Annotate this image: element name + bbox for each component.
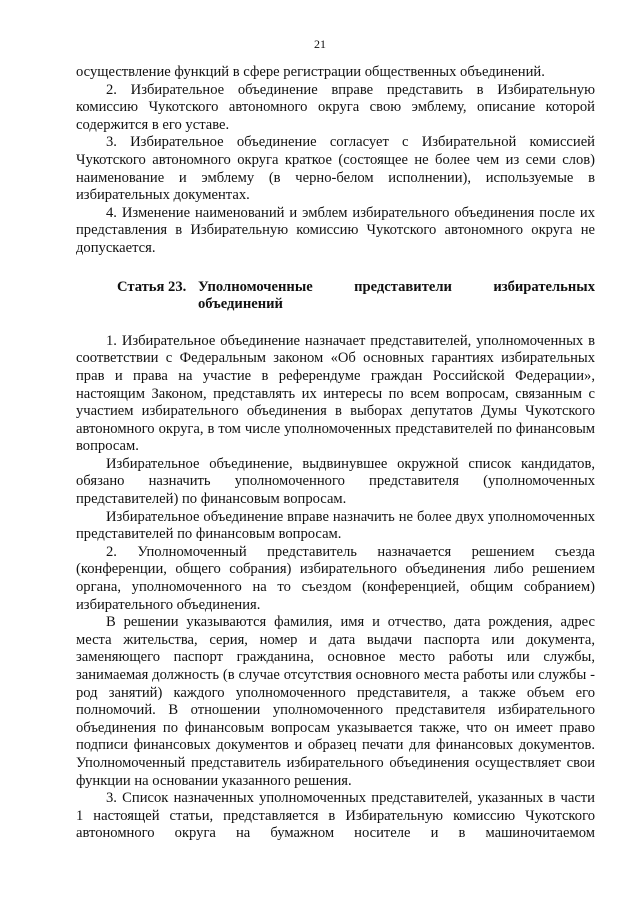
paragraph: 3. Список назначенных уполномоченных представителей, указанных в части 1 настоящей статьи, представляется в Избирательную комиссию Чукотского автономного округа на бумажном носителе и в машиночитаемом — [76, 790, 595, 842]
paragraph: 3. Избирательное объединение согласует с Избирательной комиссией Чукотского автономного округа краткое (состоящее не более чем из семи слов) наименование и эмблему (в черно-белом исполнении), используемые в избирательных документах. — [76, 134, 595, 204]
paragraph: В решении указываются фамилия, имя и отчество, дата рождения, адрес места жительства, серия, номер и дата выдачи паспорта или документа, заменяющего паспорт гражданина, основное место работы или службы, занимаемая должность (в случае отсутствия основного места работы или службы - род занятий) каждого уполномоченного представителя, а также объем его полномочий. В отношении уполномоченного представителя избирательного объединения по финансовым вопросам указывается также, что он имеет право подписи финансовых документов и образец печати для финансовых документов. Уполномоченный представитель избирательного объединения осуществляет свои функции на основании указанного решения. — [76, 614, 595, 789]
paragraph: 2. Уполномоченный представитель назначается решением съезда (конференции, общего собрания) избирательного объединения либо решением органа, уполномоченного на то съездом (конференцией, общим собранием) избирательного объединения. — [76, 543, 595, 613]
paragraph: Избирательное объединение, выдвинувшее окружной список кандидатов, обязано назначить уполномоченного представителя (уполномоченных представителей) по финансовым вопросам. — [76, 455, 595, 508]
article-number: Статья 23. — [117, 278, 187, 295]
document-body — [76, 64, 595, 843]
paragraph: осуществление функций в сфере регистрации общественных объединений. — [76, 64, 545, 80]
paragraph: 1. Избирательное объединение назначает представителей, уполномоченных в соответствии с Федеральным законом «Об основных гарантиях избирательных прав и права на участие в референдуме граждан Российской Федерации», настоящим Законом, представлять их интересы по всем вопросам, связанным с участием избирательного объединения в выборах депутатов Думы Чукотского автономного округа, в том числе уполномоченных представителей по финансовым вопросам. — [76, 332, 595, 455]
paragraph: 4. Изменение наименований и эмблем избирательного объединения после их представления в Избирательную комиссию Чукотского автономного округа не допускается. — [76, 204, 595, 256]
paragraph: Избирательное объединение вправе назначить не более двух уполномоченных представителей по финансовым вопросам. — [76, 508, 595, 543]
paragraphs-top — [76, 64, 595, 258]
paragraph: 2. Избирательное объединение вправе представить в Избирательную комиссию Чукотского автономного округа свою эмблему, описание которой содержится в его уставе. — [76, 81, 595, 133]
page-number: 21 — [314, 37, 326, 51]
article-heading — [76, 279, 595, 314]
paragraphs-bottom — [76, 333, 595, 843]
article-title: Уполномоченные представители избирательных объединений — [198, 278, 595, 313]
